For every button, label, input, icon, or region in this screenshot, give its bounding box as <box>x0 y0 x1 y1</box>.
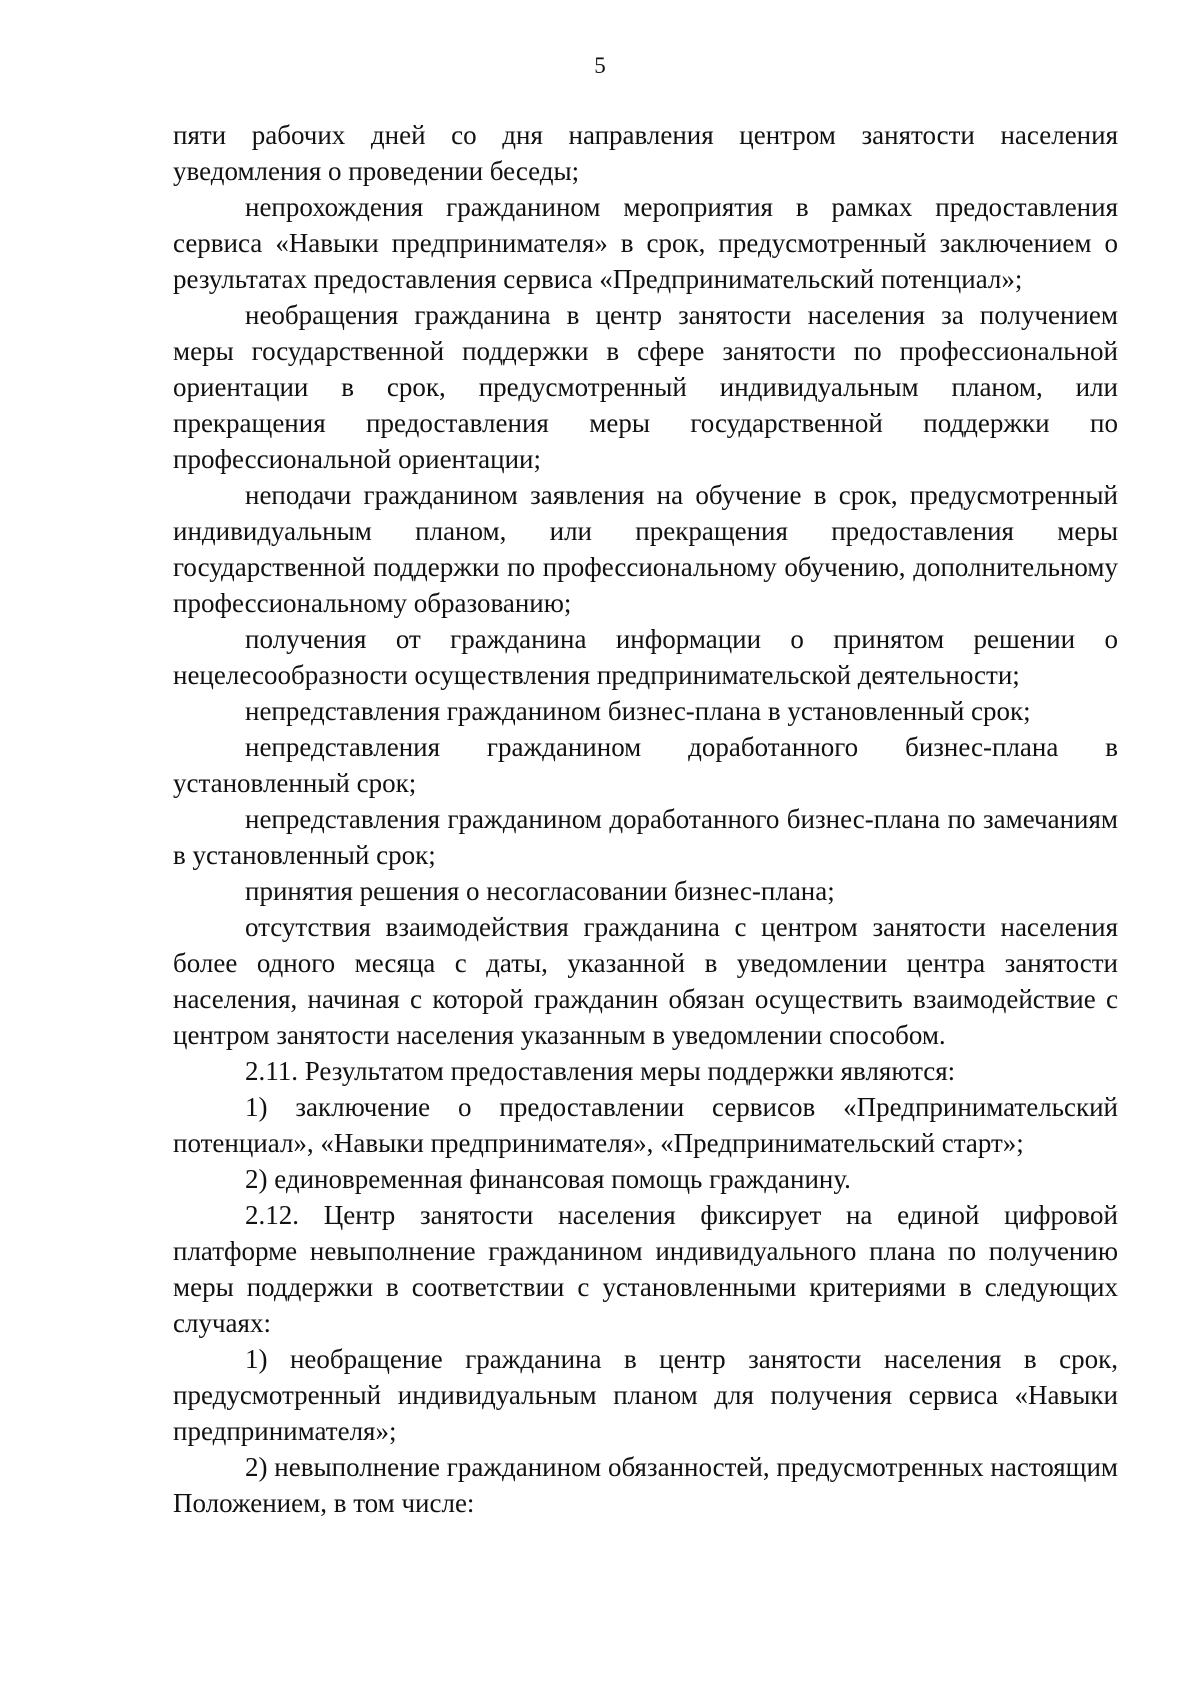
paragraph: непредставления гражданином доработанного бизнес-плана в установленный срок; <box>173 732 1118 798</box>
page-number: 5 <box>594 53 606 78</box>
paragraph: необращения гражданина в центр занятости населения за получением меры государственной поддержки в сфере занятости по профессиональной ориентации в срок, предусмотренный индивидуальным планом, или прекращения предоставления меры государственной поддержки по профессиональной ориентации; <box>173 300 1118 474</box>
list-item-paragraph: 2) невыполнение гражданином обязанностей, предусмотренных настоящим Положением, в том числе: <box>173 1452 1118 1518</box>
paragraph: принятия решения о несогласовании бизнес-плана; <box>245 876 835 906</box>
paragraph: непредставления гражданином бизнес-плана в установленный срок; <box>245 696 1031 726</box>
list-item-paragraph: 1) необращение гражданина в центр занятости населения в срок, предусмотренный индивидуальным планом для получения сервиса «Навыки предпринимателя»; <box>173 1344 1118 1446</box>
section-paragraph-2-11: 2.11. Результатом предоставления меры поддержки являются: <box>245 1056 956 1086</box>
section-paragraph-2-12: 2.12. Центр занятости населения фиксирует на единой цифровой платформе невыполнение гражданином индивидуального плана по получению меры поддержки в соответствии с установленными критериями в следующих случаях: <box>173 1200 1118 1338</box>
list-item-paragraph: 1) заключение о предоставлении сервисов «Предпринимательский потенциал», «Навыки предпринимателя», «Предпринимательский старт»; <box>173 1092 1118 1158</box>
paragraph: отсутствия взаимодействия гражданина с центром занятости населения более одного месяца с даты, указанной в уведомлении центра занятости населения, начиная с которой гражданин обязан осуществить взаимодействие с центром занятости населения указанным в уведомлении способом. <box>173 912 1118 1050</box>
paragraph: непредставления гражданином доработанного бизнес-плана по замечаниям в установленный срок; <box>173 804 1118 870</box>
paragraph: неподачи гражданином заявления на обучение в срок, предусмотренный индивидуальным планом, или прекращения предоставления меры государственной поддержки по профессиональному обучению, дополнительному профессиональному образованию; <box>173 480 1118 618</box>
paragraph: получения от гражданина информации о принятом решении о нецелесообразности осуществления предпринимательской деятельности; <box>173 624 1118 690</box>
paragraph: непрохождения гражданином мероприятия в рамках предоставления сервиса «Навыки предпринимателя» в срок, предусмотренный заключением о результатах предоставления сервиса «Предпринимательский потенциал»; <box>173 192 1118 294</box>
document-body <box>173 117 1118 1521</box>
paragraph: пяти рабочих дней со дня направления центром занятости населения уведомления о проведении беседы; <box>173 120 1118 186</box>
list-item-paragraph: 2) единовременная финансовая помощь гражданину. <box>245 1164 851 1194</box>
